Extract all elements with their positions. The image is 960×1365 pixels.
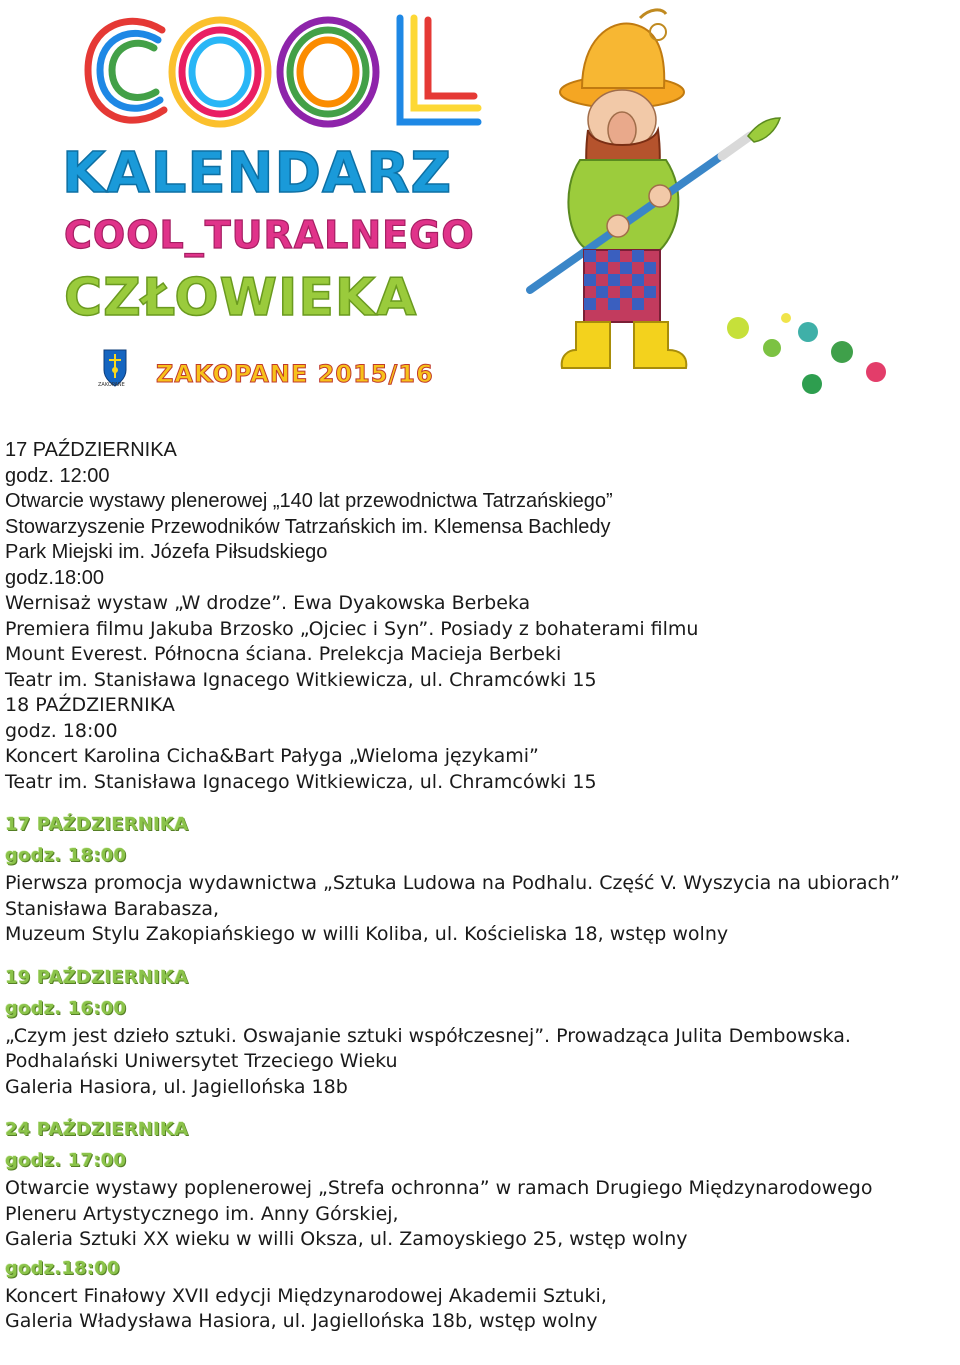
intro-line: Mount Everest. Północna ściana. Prelekcja Macieja Berbeki [5,643,562,665]
intro-line: Park Miejski im. Józefa Piłsudskiego [5,541,328,563]
intro-date: 18 PAŹDZIERNIKA [5,694,175,716]
intro-block [5,438,960,795]
title-cool-turalnego: COOL_TURALNEGO [64,213,475,257]
event-description: Otwarcie wystawy poplenerowej „Strefa ochronna” w ramach Drugiego Międzynarodowego [5,1177,873,1199]
title-kalendarz: KALENDARZ [62,141,453,206]
paint-splash-icon [727,313,886,394]
edition-label: ZAKOPANE 2015/16 [156,360,434,388]
intro-line: Stowarzyszenie Przewodników Tatrzańskich im. Klemensa Bachledy [5,515,611,538]
event-date-heading: 24 PAŹDZIERNIKA [5,1119,189,1140]
poster-header [0,0,960,420]
event-time-heading: godz.18:00 [5,1257,120,1279]
crest-label: ZAKOPANE [98,382,125,388]
event-entry [5,809,960,948]
painter-gnome-illustration [510,0,910,410]
event-entry [5,962,960,1101]
event-venue: Galeria Sztuki XX wieku w willi Oksza, ul. Zamoyskiego 25, wstęp wolny [5,1228,688,1250]
event-time-heading: godz. 18:00 [5,845,127,866]
event-calendar [5,438,960,1335]
intro-time: godz.18:00 [5,566,104,589]
event-description: Stanisława Barabasza, [5,897,220,920]
event-description: Koncert Finałowy XVII edycji Międzynarodowej Akademii Sztuki, [5,1284,607,1307]
event-date-heading: 17 PAŹDZIERNIKA [5,814,189,835]
event-entry [5,1114,960,1335]
intro-time: godz. 12:00 [5,464,110,487]
title-czlowieka: CZŁOWIEKA [64,268,418,328]
event-time-heading: godz. 16:00 [5,997,127,1019]
intro-line: Otwarcie wystawy plenerowej „140 lat przewodnictwa Tatrzańskiego” [5,490,613,512]
intro-time: godz. 18:00 [5,719,118,742]
cool-logo [70,0,490,140]
event-venue: Muzeum Stylu Zakopiańskiego w willi Koliba, ul. Kościeliska 18, wstęp wolny [5,923,729,945]
event-description: Podhalański Uniwersytet Trzeciego Wieku [5,1050,398,1072]
intro-line: Wernisaż wystaw „W drodze”. Ewa Dyakowska Berbeka [5,592,531,614]
intro-date: 17 PAŹDZIERNIKA [5,439,177,461]
event-description: Pierwsza promocja wydawnictwa „Sztuka Ludowa na Podhalu. Część V. Wyszycia na ubiorach” [5,872,900,894]
intro-line: Premiera filmu Jakuba Brzosko „Ojciec i Syn”. Posiady z bohaterami filmu [5,617,699,640]
event-time-heading: godz. 17:00 [5,1150,127,1171]
event-date-heading: 19 PAŹDZIERNIKA [5,966,189,988]
intro-line: Koncert Karolina Cicha&Bart Pałyga „Wieloma językami” [5,745,539,767]
event-venue: Galeria Hasiora, ul. Jagiellońska 18b [5,1075,348,1098]
intro-venue: Teatr im. Stanisława Ignacego Witkiewicza, ul. Chramcówki 15 [5,668,597,691]
event-description: Pleneru Artystycznego im. Anny Górskiej, [5,1202,399,1225]
event-description: „Czym jest dzieło sztuki. Oswajanie sztuki współczesnej”. Prowadząca Julita Dembowska. [5,1024,851,1047]
event-venue: Galeria Władysława Hasiora, ul. Jagiellońska 18b, wstęp wolny [5,1310,598,1332]
intro-venue: Teatr im. Stanisława Ignacego Witkiewicza, ul. Chramcówki 15 [5,770,597,793]
